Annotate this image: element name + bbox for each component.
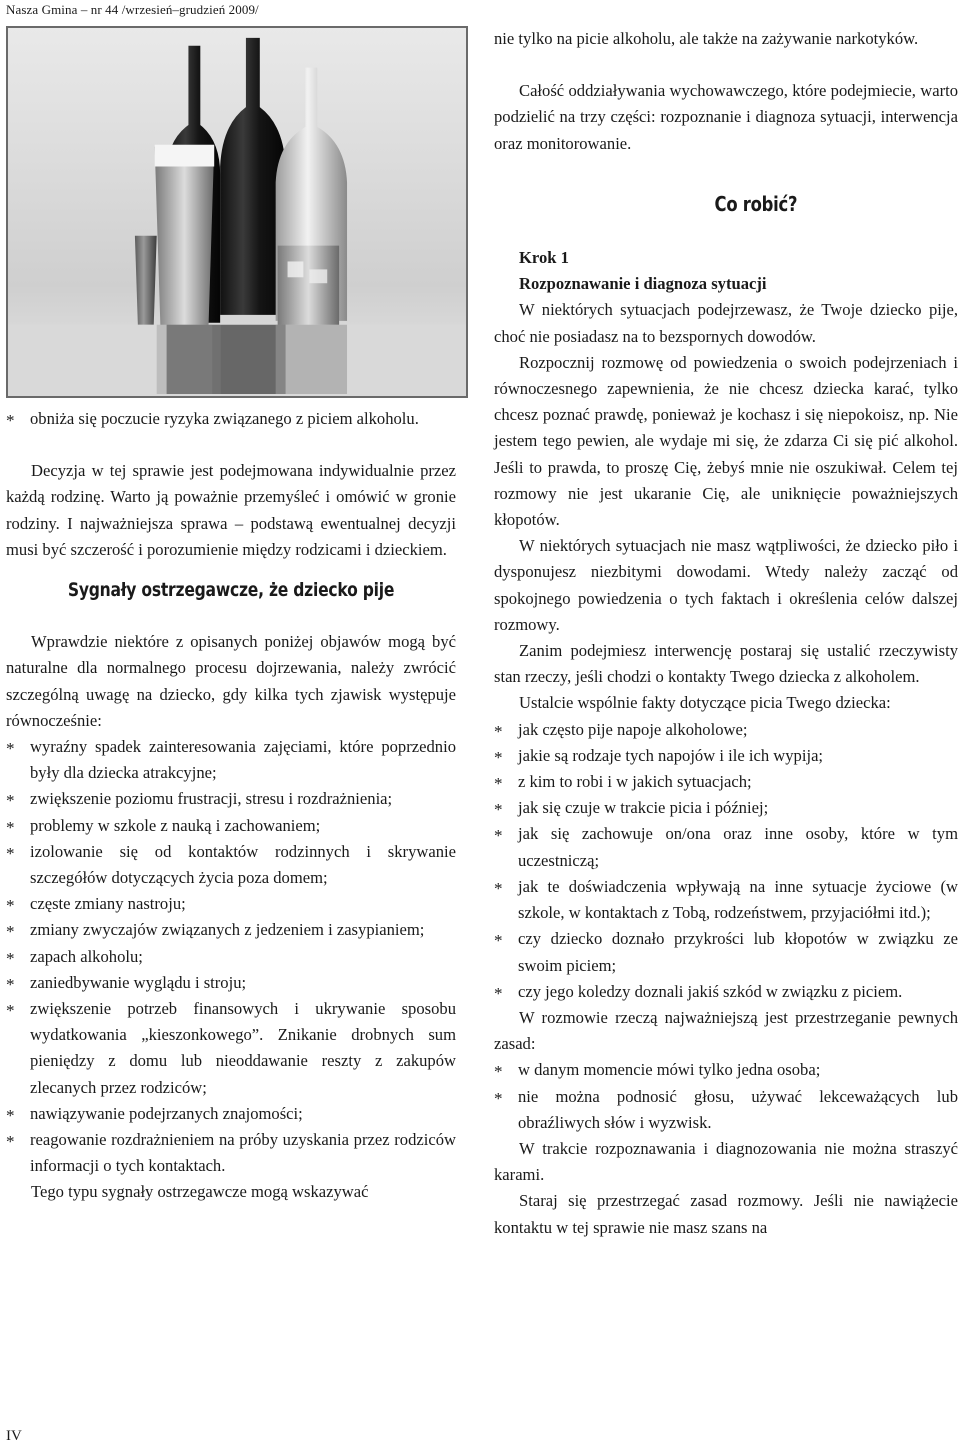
facts-list [494,717,958,1005]
paragraph-3: W niektórych sytuacjach nie masz wątpliwości, że dziecko piło i dysponujesz niezbitymi dowodami. Wtedy należy zacząć od spokojnego powiedzenia o tych faktach i określenia celów dalszej rozmowy. [494,536,958,634]
bottles-illustration [8,28,466,396]
heading-co-robic: Co robić? [714,191,798,216]
heading-signals: Sygnały ostrzegawcze, że dziecko pije [67,579,395,602]
paragraph-2: Rozpocznij rozmowę od powiedzenia o swoich podejrzeniach i równoczesnego zapewnienia, że nie chcesz dziecka karać, tylko chcesz poznać prawdę, ponieważ je kochasz i się niepokoisz, np. Nie jestem tego pewien, ale wydaje mi się, że zdarza Ci się pić alkohol. Jeśli to prawda, to proszę Cię, żebyś mnie nie oszukiwał. Celem tej rozmowy nie jest ukaranie Cię, ale uniknięcie poważniejszych kłopotów. [494,352,958,530]
list-item: * nie można podnosić głosu, używać lekceważących lub obraźliwych słów i wyzwisk. [494,1084,958,1136]
left-column [6,406,456,1206]
list-item: * czy jego koledzy doznali jakiś szkód w związku z piciem. [494,979,958,1005]
list-item: * zwiększenie poziomu frustracji, stresu i rozdrażnienia; [6,786,456,812]
paragraph-4: Zanim podejmiesz interwencję postaraj się ustalić rzeczywisty stan rzeczy, jeśli chodzi o kontakty Twego dziecka z alkoholem. [494,641,958,687]
list-item: * obniża się poczucie ryzyka związanego z piciem alkoholu. [6,406,456,432]
krok-title: Krok 1 [519,248,569,268]
list-item: * jak te doświadczenia wpływają na inne sytuacje życiowe (w szkole, w kontaktach z Tobą, rodzeństwem, przyjaciółmi itd.); [494,874,958,926]
list-item: * jak się zachowuje on/ona oraz inne osoby, które w tym uczestniczą; [494,821,958,873]
list-item: * reagowanie rozdrażnieniem na próby uzyskania przez rodziców informacji o tych kontaktach. [6,1127,456,1179]
list-item: * izolowanie się od kontaktów rodzinnych i skrywanie szczegółów dotyczących życia poza domem; [6,839,456,891]
list-item: * zwiększenie potrzeb finansowych i ukrywanie sposobu wydatkowania „kieszonkowego”. Znikanie drobnych sum pieniędzy z domu lub nieoddawanie reszty z zakupów zlecanych przez rodziców; [6,996,456,1101]
list-item: * jak się czuje w trakcie picia i później; [494,795,958,821]
list-item: * częste zmiany nastroju; [6,891,456,917]
krok-subtitle: Rozpoznawanie i diagnoza sytuacji [519,274,767,294]
list-item: * jakie są rodzaje tych napojów i ile ich wypija; [494,743,958,769]
bottles-photo [6,26,468,398]
list-item: * w danym momencie mówi tylko jedna osoba; [494,1057,958,1083]
list-item: * czy dziecko doznało przykrości lub kłopotów w związku ze swoim piciem; [494,926,958,978]
running-header: Nasza Gmina – nr 44 /wrzesień–grudzień 2009/ [6,2,259,17]
paragraph-8: Staraj się przestrzegać zasad rozmowy. Jeśli nie nawiążecie kontaktu w tej sprawie nie masz szans na [494,1191,958,1237]
right-column [494,26,958,1241]
rules-list [494,1057,958,1136]
paragraph-calosc: Całość oddziaływania wychowawczego, które podejmiecie, warto podzielić na trzy części: rozpoznanie i diagnoza sytuacji, interwencja oraz monitorowanie. [494,81,958,153]
list-item: * z kim to robi i w jakich sytuacjach; [494,769,958,795]
paragraph-tego: Tego typu sygnały ostrzegawcze mogą wskazywać [31,1182,369,1202]
list-item: * zapach alkoholu; [6,944,456,970]
list-item: * zaniedbywanie wyglądu i stroju; [6,970,456,996]
list-item: * jak często pije napoje alkoholowe; [494,717,958,743]
paragraph-7: W trakcie rozpoznawania i diagnozowania nie można straszyć karami. [494,1138,958,1185]
list-item: * problemy w szkole z nauką i zachowaniem; [6,813,456,839]
paragraph-continuation: nie tylko na picie alkoholu, ale także na zażywanie narkotyków. [494,29,919,48]
paragraph-6: W rozmowie rzeczą najważniejszą jest przestrzeganie pewnych zasad: [494,1007,958,1054]
list-item: * nawiązywanie podejrzanych znajomości; [6,1101,456,1127]
list-item: * zmiany zwyczajów związanych z jedzeniem i zasypianiem; [6,917,456,943]
paragraph-wprawdzie: Wprawdzie niektóre z opisanych poniżej objawów mogą być naturalne dla normalnego procesu dojrzewania, należy zwrócić szczególną uwagę na dziecko, gdy kilka tych zjawisk występuje równocześnie: [6,632,456,730]
paragraph-decyzja: Decyzja w tej sprawie jest podejmowana indywidualnie przez każdą rodzinę. Warto ją poważnie przemyśleć i omówić w gronie rodziny. I najważniejsza sprawa – podstawą ewentualnej decyzji musi być szczerość i porozumienie między rodzicami i dzieckiem. [6,461,456,559]
paragraph-5: Ustalcie wspólnie fakty dotyczące picia Twego dziecka: [519,693,891,713]
signals-list [6,734,456,1179]
paragraph-1: W niektórych sytuacjach podejrzewasz, że Twoje dziecko pije, choć nie posiadasz na to bezspornych dowodów. [494,300,958,346]
page-number: IV [6,1428,22,1444]
list-item: * wyraźny spadek zainteresowania zajęciami, które poprzednio były dla dziecka atrakcyjne; [6,734,456,786]
intro-bullet-list [6,406,456,432]
